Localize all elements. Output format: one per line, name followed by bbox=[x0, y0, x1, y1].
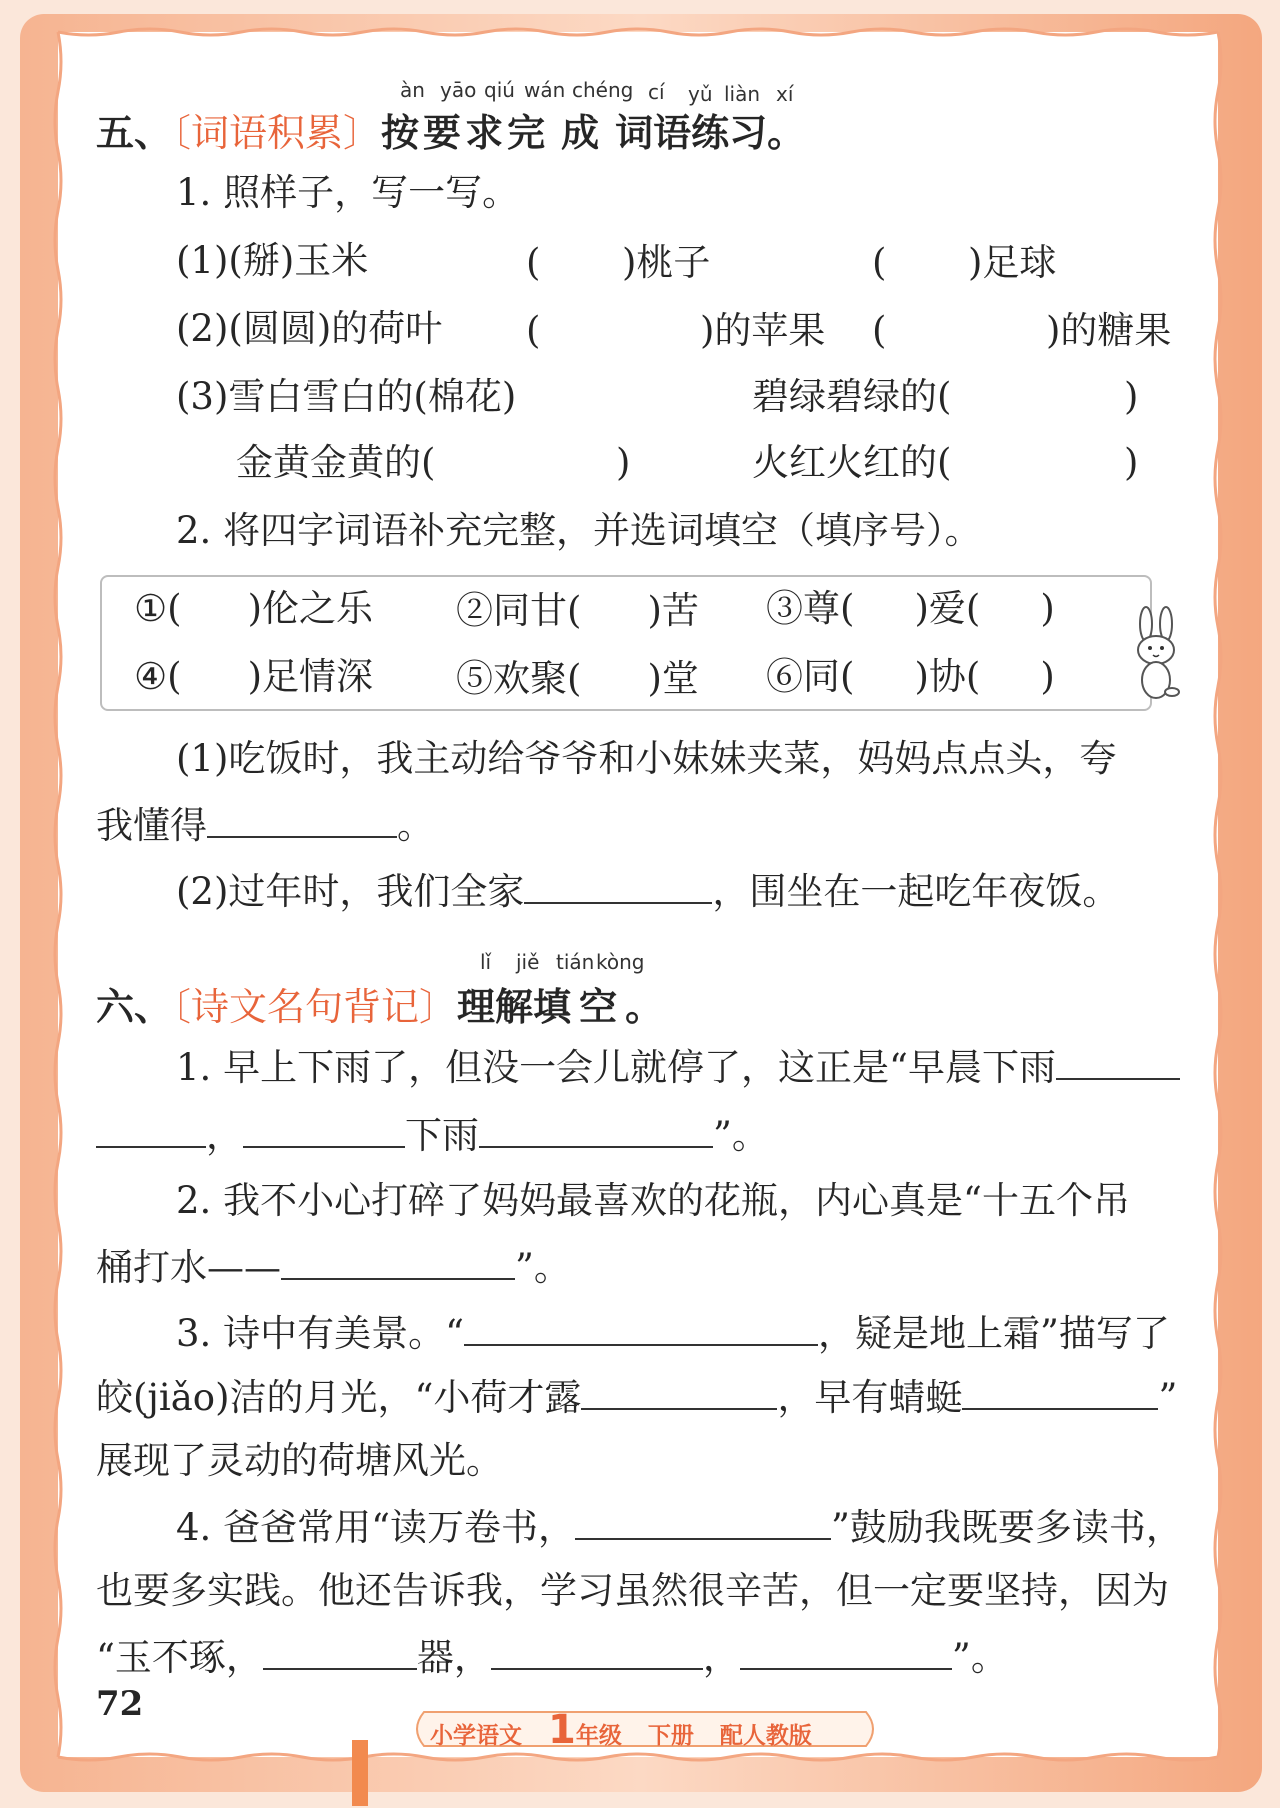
row-2-paren-open-a[interactable]: ( bbox=[526, 309, 541, 352]
pinyin-wan: wán bbox=[524, 78, 566, 102]
word-1: ①( )伦之乐 bbox=[134, 587, 374, 630]
row-2-example: (2)(圆圆)的荷叶 bbox=[176, 307, 443, 350]
pinyin-li: lǐ bbox=[480, 950, 492, 974]
sentence-1-line-1: (1)吃饭时，我主动给爷爷和小妹妹夹菜，妈妈点点头，夸 bbox=[176, 737, 1117, 780]
rabbit-illustration bbox=[1126, 606, 1190, 702]
wavy-edge bbox=[55, 32, 61, 1757]
word-6: ⑥同( )协( ) bbox=[766, 655, 1055, 698]
footer-term: 下册 bbox=[647, 1723, 694, 1749]
row-4-paren-close-a[interactable]: ) bbox=[616, 441, 631, 484]
binding-strip bbox=[352, 1740, 368, 1806]
word-4: ④( )足情深 bbox=[134, 655, 374, 698]
pinyin-xi: xí bbox=[776, 82, 794, 106]
pinyin-jie: jiě bbox=[516, 950, 540, 974]
answer-blank[interactable] bbox=[263, 1634, 417, 1670]
footer-subject: 小学语文 bbox=[430, 1723, 522, 1749]
section-5-number: 五、 bbox=[96, 111, 173, 155]
pinyin-yao: yāo bbox=[440, 78, 477, 102]
section-5-title: 按 要 求 完 成 词语练习。 bbox=[381, 111, 806, 155]
pinyin-tian: tián bbox=[556, 950, 595, 974]
answer-blank[interactable] bbox=[491, 1634, 703, 1670]
q6-2-line-2: 桶打水—— ”。 bbox=[96, 1246, 571, 1289]
pinyin-kong: kòng bbox=[596, 950, 645, 974]
pinyin-qiu: qiú bbox=[484, 78, 515, 102]
q6-1-line-2: ， 下雨 ”。 bbox=[96, 1112, 769, 1159]
q6-3-line-1: 3. 诗中有美景。“ ，疑是地上霜”描写了 bbox=[176, 1312, 1170, 1355]
answer-blank[interactable] bbox=[1056, 1044, 1180, 1080]
row-1-paren-open-c[interactable]: ( bbox=[872, 241, 887, 284]
row-1-paren-open-a[interactable]: ( bbox=[526, 241, 541, 284]
section-6-title: 理解填 空 。 bbox=[457, 985, 664, 1029]
word-2: ②同甘( )苦 bbox=[456, 589, 699, 632]
q6-3-line-2: 皎(jiǎo)洁的月光，“小荷才露 ，早有蜻蜓 ” bbox=[96, 1376, 1178, 1419]
section-5-tag: 〔词语积累〕 bbox=[172, 111, 382, 155]
answer-blank[interactable] bbox=[581, 1374, 777, 1410]
q6-4-line-1: 4. 爸爸常用“读万卷书， ”鼓励我既要多读书， bbox=[176, 1506, 1183, 1549]
row-4-paren-close-b[interactable]: ) bbox=[1124, 441, 1139, 484]
pinyin-an: àn bbox=[400, 78, 425, 102]
row-1-item-c: )足球 bbox=[968, 241, 1057, 284]
row-1-item-b: )桃子 bbox=[622, 241, 711, 284]
footer-edition: 配人教版 bbox=[719, 1723, 812, 1749]
row-2-item-b: )的苹果 bbox=[700, 309, 826, 352]
section-6-number: 六、 bbox=[96, 985, 173, 1029]
row-3-example: (3)雪白雪白的(棉花) bbox=[176, 375, 517, 418]
row-2-paren-open-c[interactable]: ( bbox=[872, 309, 887, 352]
sentence-1-line-2: 我懂得 。 bbox=[96, 804, 434, 847]
row-1-example: (1)(掰)玉米 bbox=[176, 239, 369, 282]
answer-blank[interactable] bbox=[740, 1634, 952, 1670]
q6-4-line-2: 也要多实践。他还告诉我，学习虽然很辛苦，但一定要坚持，因为 bbox=[96, 1569, 1169, 1612]
row-4-item-b: 火红火红的( bbox=[752, 441, 952, 484]
pinyin-cheng: chéng bbox=[572, 78, 634, 102]
answer-blank[interactable] bbox=[479, 1112, 713, 1148]
q6-3-line-3: 展现了灵动的荷塘风光。 bbox=[96, 1439, 503, 1482]
answer-blank[interactable] bbox=[524, 868, 712, 904]
section-6-tag: 〔诗文名句背记〕 bbox=[172, 985, 458, 1029]
section-6-heading bbox=[96, 976, 663, 1031]
row-3-paren-close-b[interactable]: ) bbox=[1124, 375, 1139, 418]
answer-blank[interactable] bbox=[962, 1374, 1158, 1410]
answer-blank[interactable] bbox=[243, 1112, 405, 1148]
sentence-2: (2)过年时，我们全家 ，围坐在一起吃年夜饭。 bbox=[176, 870, 1120, 913]
word-3: ③尊( )爱( ) bbox=[766, 587, 1055, 630]
question-5-2: 2. 将四字词语补充完整，并选词填空（填序号）。 bbox=[176, 509, 982, 552]
answer-blank[interactable] bbox=[575, 1504, 831, 1540]
footer-grade-number: 1 bbox=[548, 1707, 576, 1753]
q6-4-line-3: “玉不琢， 器， ， ”。 bbox=[96, 1636, 1008, 1679]
answer-blank[interactable] bbox=[96, 1112, 206, 1148]
wavy-edge bbox=[1215, 32, 1221, 1757]
answer-blank[interactable] bbox=[464, 1310, 818, 1346]
pinyin-yu: yǔ bbox=[688, 82, 713, 106]
word-5: ⑤欢聚( )堂 bbox=[456, 657, 699, 700]
row-4-item-a: 金黄金黄的( bbox=[236, 441, 436, 484]
question-5-1: 1. 照样子，写一写。 bbox=[176, 171, 520, 214]
answer-blank[interactable] bbox=[281, 1244, 515, 1280]
wavy-edge bbox=[58, 29, 1218, 35]
q6-1-line-1: 1. 早上下雨了，但没一会儿就停了，这正是“早晨下雨 bbox=[176, 1044, 1180, 1091]
row-3-item-b: 碧绿碧绿的( bbox=[752, 375, 952, 418]
page-number: 72 bbox=[96, 1684, 144, 1724]
pinyin-ci: cí bbox=[648, 80, 665, 104]
q6-2-line-1: 2. 我不小心打碎了妈妈最喜欢的花瓶，内心真是“十五个吊 bbox=[176, 1179, 1130, 1222]
footer-text bbox=[430, 1707, 812, 1756]
section-5-heading bbox=[96, 102, 805, 157]
footer-grade-word: 年级 bbox=[575, 1723, 622, 1749]
row-2-item-c: )的糖果 bbox=[1046, 309, 1172, 352]
answer-blank[interactable] bbox=[207, 802, 397, 838]
pinyin-lian: liàn bbox=[724, 82, 761, 106]
